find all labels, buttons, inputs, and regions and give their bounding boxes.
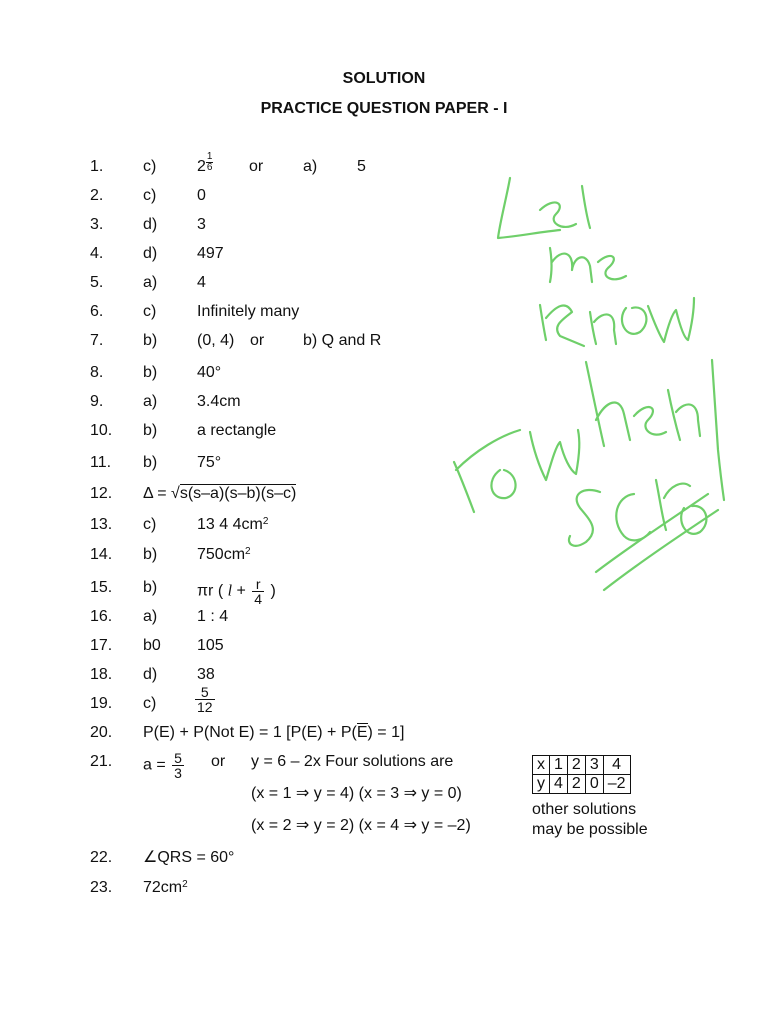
table-cell: 0 — [585, 775, 603, 794]
answer-value: 497 — [197, 245, 224, 262]
table-cell: –2 — [603, 775, 630, 794]
answer-value: 105 — [197, 637, 224, 654]
question-number: 4. — [90, 245, 104, 262]
table-row — [533, 775, 631, 794]
answer-value: a = $\frac{5}{3}$ — [143, 750, 182, 781]
table-cell: 4 — [603, 756, 630, 775]
question-number: 17. — [90, 637, 113, 654]
answer-value: (0, 4) — [197, 332, 235, 349]
answer-value: Infinitely many — [197, 303, 300, 320]
question-number: 7. — [90, 332, 104, 349]
formula: Δ = √s(s–a)(s–b)(s–c) — [143, 485, 297, 502]
option-letter: c) — [143, 695, 157, 712]
question-number: 19. — [90, 695, 113, 712]
answer-value: P(E) + P(Not E) = 1 [P(E) + P(E) = 1] — [143, 724, 405, 741]
question-number: 16. — [90, 608, 113, 625]
question-number: 12. — [90, 485, 113, 502]
answer-value: 75° — [197, 454, 222, 471]
solution-pairs: (x = 1 ⇒ y = 4) (x = 3 ⇒ y = 0) — [251, 785, 462, 802]
question-number: 11. — [90, 454, 112, 471]
or-text: or — [211, 753, 226, 770]
answer-value — [193, 685, 217, 714]
question-number: 15. — [90, 579, 113, 596]
question-number: 20. — [90, 724, 113, 741]
question-number: 2. — [90, 187, 104, 204]
question-number: 14. — [90, 546, 113, 563]
option-letter: d) — [143, 216, 158, 233]
solution-table — [532, 755, 631, 794]
answer-value: 38 — [197, 666, 215, 683]
answer-value: $72cm^2$ — [143, 879, 188, 896]
alt-option: a) — [303, 158, 318, 175]
option-letter: b) — [143, 332, 158, 349]
fraction: $\frac{r}{4}$ — [254, 576, 263, 607]
table-cell: 3 — [585, 756, 603, 775]
or-text: or — [250, 332, 265, 349]
fraction: $\frac{5}{3}$ — [174, 750, 182, 781]
answer-value: a rectangle — [197, 422, 277, 439]
question-number: 13. — [90, 516, 113, 533]
question-number: 3. — [90, 216, 104, 233]
option-letter: b0 — [143, 637, 161, 654]
solution-pairs: (x = 2 ⇒ y = 2) (x = 4 ⇒ y = –2) — [251, 817, 471, 834]
equation-text: y = 6 – 2x Four solutions are — [251, 753, 454, 770]
answer-value: πr ( l + $\frac{r}{4}$ ) — [197, 576, 276, 607]
table-row — [533, 756, 631, 775]
option-letter: d) — [143, 245, 158, 262]
question-number: 18. — [90, 666, 113, 683]
fraction: $\frac{5}{12}$ — [197, 684, 213, 715]
table-cell: y — [533, 775, 550, 794]
question-number: 6. — [90, 303, 104, 320]
answer-value: $750cm^2$ — [197, 546, 251, 563]
option-letter: b) — [143, 579, 158, 596]
exponent-fraction: $\frac{1}{6}$ — [206, 151, 213, 173]
option-letter: d) — [143, 666, 158, 683]
option-letter: c) — [143, 516, 157, 533]
alt-answer: 5 — [357, 158, 366, 175]
option-letter: b) — [143, 364, 158, 381]
sqrt-argument: s(s–a)(s–b)(s–c) — [179, 485, 297, 502]
question-number: 8. — [90, 364, 104, 381]
answer-value: 4 — [197, 274, 206, 291]
table-cell: 2 — [567, 756, 585, 775]
question-number: 9. — [90, 393, 104, 410]
question-number: 5. — [90, 274, 104, 291]
answer-value: 2 $\frac{1}{6}$ — [197, 151, 213, 175]
option-letter: a) — [143, 393, 158, 410]
note-line: may be possible — [532, 821, 648, 838]
page-title: SOLUTION — [342, 70, 426, 87]
answer-value: 1 : 4 — [197, 608, 229, 625]
page-subtitle: PRACTICE QUESTION PAPER - I — [260, 100, 508, 117]
question-number: 21. — [90, 753, 113, 770]
question-number: 1. — [90, 158, 104, 175]
answer-value: 13 4 $4cm^2$ — [197, 516, 269, 533]
or-text: or — [249, 158, 264, 175]
question-number: 10. — [90, 422, 113, 439]
answer-value: 3 — [197, 216, 206, 233]
note-line: other solutions — [532, 801, 637, 818]
option-letter: a) — [143, 608, 158, 625]
table-cell: 2 — [567, 775, 585, 794]
table-cell: 4 — [550, 775, 568, 794]
option-letter: b) — [143, 546, 158, 563]
option-letter: b) — [143, 454, 158, 471]
question-number: 22. — [90, 849, 113, 866]
option-letter: c) — [143, 158, 157, 175]
option-letter: c) — [143, 187, 157, 204]
answer-value: 40° — [197, 364, 222, 381]
table-cell: 1 — [550, 756, 568, 775]
option-letter: b) — [143, 422, 158, 439]
answer-value: ∠QRS = 60° — [143, 849, 235, 866]
option-letter: a) — [143, 274, 158, 291]
alt-answer: b) Q and R — [303, 332, 382, 349]
question-number: 23. — [90, 879, 113, 896]
answer-value: 0 — [197, 187, 206, 204]
option-letter: c) — [143, 303, 157, 320]
answer-value: 3.4cm — [197, 393, 241, 410]
table-cell: x — [533, 756, 550, 775]
